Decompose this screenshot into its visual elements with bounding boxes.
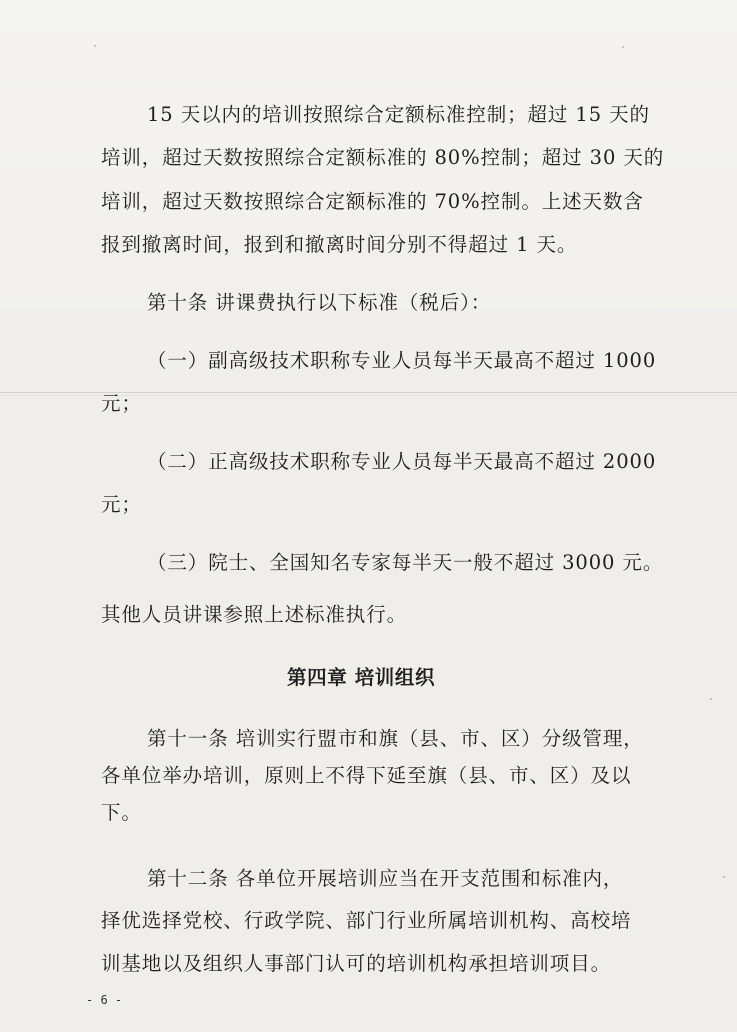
text-line: 元； bbox=[101, 392, 142, 415]
text-line: 下。 bbox=[101, 801, 142, 824]
text-line: 报到撤离时间，报到和撤离时间分别不得超过 1 天。 bbox=[101, 233, 578, 256]
article-10: 第十条 讲课费执行以下标准（税后）： bbox=[147, 291, 492, 314]
text-line: 其他人员讲课参照上述标准执行。 bbox=[101, 603, 408, 626]
text-line: （一）副高级技术职称专业人员每半天最高不超过 1000 bbox=[147, 349, 657, 372]
chapter-heading: 第四章 培训组织 bbox=[287, 666, 436, 689]
text-line: 培训，超过天数按照综合定额标准的 80%控制；超过 30 天的 bbox=[101, 146, 665, 169]
scan-speck bbox=[723, 876, 725, 878]
text-line: 训基地以及组织人事部门认可的培训机构承担培训项目。 bbox=[101, 952, 612, 975]
scan-speck bbox=[94, 45, 96, 47]
article-12: 第十二条 各单位开展培训应当在开支范围和标准内， bbox=[147, 867, 624, 890]
text-line: （三）院士、全国知名专家每半天一般不超过 3000 元。 bbox=[147, 551, 664, 574]
text-line: （二）正高级技术职称专业人员每半天最高不超过 2000 bbox=[147, 450, 657, 473]
text-line: 15 天以内的培训按照综合定额标准控制；超过 15 天的 bbox=[147, 103, 650, 126]
article-11: 第十一条 培训实行盟市和旗（县、市、区）分级管理， bbox=[147, 727, 644, 750]
text-line: 各单位举办培训，原则上不得下延至旗（县、市、区）及以 bbox=[101, 764, 632, 787]
text-line: 择优选择党校、行政学院、部门行业所属培训机构、高校培 bbox=[101, 909, 632, 932]
text-line: 培训，超过天数按照综合定额标准的 70%控制。上述天数含 bbox=[101, 190, 644, 213]
page-number: - 6 - bbox=[86, 993, 123, 1007]
scan-speck bbox=[710, 698, 712, 700]
scan-speck bbox=[622, 46, 624, 48]
text-line: 元； bbox=[101, 493, 142, 516]
